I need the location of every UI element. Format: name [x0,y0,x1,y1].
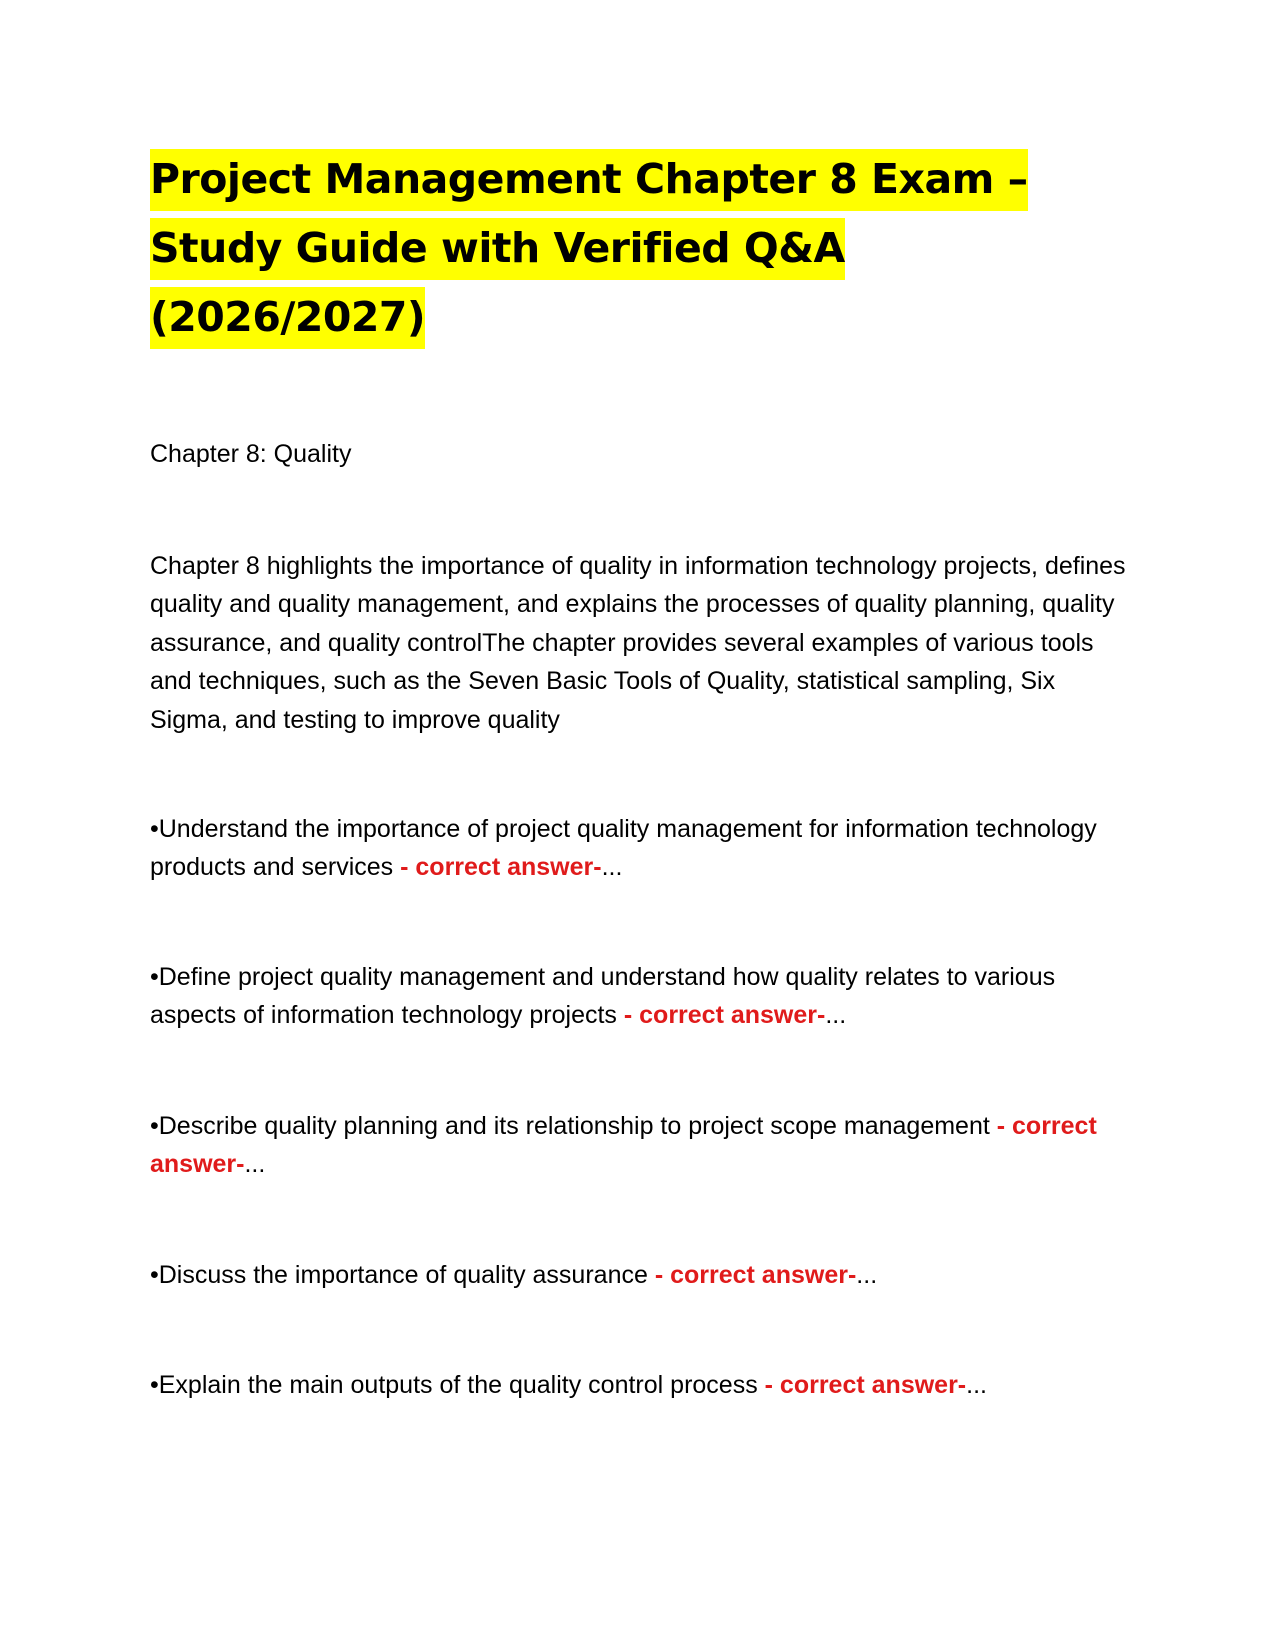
title-line [150,214,1080,283]
answer-ellipsis: ... [966,1371,987,1399]
objective-item [150,1107,1110,1183]
objective-item [150,810,1110,886]
correct-answer-tag: - correct answer- [764,1371,967,1399]
objective-text: •Understand the importance of project quality management for information technology products and services [150,815,1097,881]
answer-ellipsis: ... [856,1261,878,1289]
chapter-label: Chapter 8: Quality [150,440,352,468]
title-line [150,145,1080,214]
correct-answer-tag: - correct answer- [400,853,602,881]
answer-ellipsis: ... [601,853,623,881]
objective-text: •Define project quality management and understand how quality relates to various aspects of information technology projects [150,963,1056,1029]
correct-answer-tag: - correct answer- [623,1001,826,1029]
objective-item [150,1366,1110,1404]
answer-ellipsis: ... [825,1001,847,1029]
title-highlight: (2026/2027) [150,287,425,349]
title-line [150,283,1080,352]
document-title [150,145,1080,352]
objective-text: •Explain the main outputs of the quality control process [150,1371,765,1399]
answer-ellipsis: ... [244,1150,266,1178]
objective-item [150,958,1110,1034]
correct-answer-tag: - correct answer- [150,1112,1097,1178]
correct-answer-tag: - correct answer- [654,1261,857,1289]
chapter-summary: Chapter 8 highlights the importance of quality in information technology projects, defines quality and quality management, and explains the processes of quality planning, quality assurance, and quality controlThe chapter provides several examples of various tools and techniques, such as the Seven Basic Tools of Quality, statistical sampling, Six Sigma, and testing to improve quality [150,552,1126,734]
title-highlight: Project Management Chapter 8 Exam – [150,149,1028,211]
objective-text: •Discuss the importance of quality assurance [150,1261,655,1289]
objective-item [150,1256,1110,1294]
title-highlight: Study Guide with Verified Q&A [150,218,845,280]
objective-text: •Describe quality planning and its relationship to project scope management [150,1112,997,1140]
